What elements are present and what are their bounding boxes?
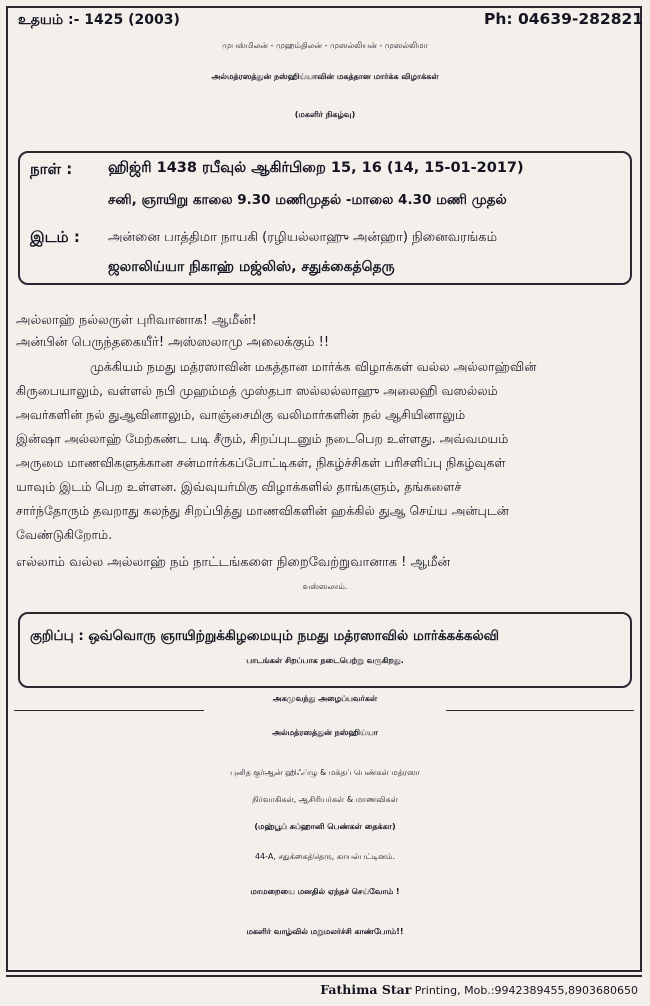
para-line-7: சார்ந்தோரும் தவறாது கலந்து சிறப்பித்து மாணவிகளின் ஹக்கில் துஆ செய்ய அன்புடன் [16, 503, 509, 518]
para-line-8: வேண்டுகிறோம். [16, 527, 113, 542]
printer-name: Fathima Star [320, 982, 412, 997]
heading-rule-right [446, 710, 634, 711]
venue-line-2: ஜலாலிய்யா நிகாஹ் மஜ்லிஸ், சதுக்கைத்தெரு [108, 259, 395, 275]
date-label: நாள் : [30, 160, 73, 178]
note-line-1: குறிப்பு : ஒவ்வொரு ஞாயிற்றுக்கிழமையும் நமது மத்ரஸாவில் மார்க்கக்கல்வி [30, 628, 500, 644]
event-title: அல்மத்ரஸத்துன் நஸ்ஹிய்யாவின் மகத்தான மார்க்க விழாக்கள் [211, 72, 439, 81]
note-line-2: பாடங்கள் சிறப்பாக நடைபெற்று வருகிறது. [246, 656, 404, 665]
date-value: ஹிஜ்ரி 1438 ரபீவுல் ஆகிர்பிறை 15, 16 (14, 15-01-2017) [108, 160, 524, 176]
closing-line: எல்லாம் வல்ல அல்லாஹ் நம் நாட்டங்களை நிறைவேற்றுவானாக ! ஆமீன் [16, 555, 451, 570]
org-line-3: (மஹ்பூப் சுப்ஹானி பெண்கள் தைக்கா) [254, 822, 396, 831]
footer-rule [6, 975, 642, 977]
org-line-1: புனித குர்ஆன் ஹிஃப்ழு & மக்தப் பெண்கள் மத்ரஸா [230, 768, 420, 777]
organization-name: அல்மத்ரஸத்துன் நஸ்ஹிய்யா [272, 728, 378, 737]
greeting-names: முபஸ்மிலன் - முஹம்திலன் - முஸல்லியன் - முஸல்லிமா [222, 41, 428, 50]
salutation-line: அன்பின் பெருந்தகையீர்! அஸ்ஸலாமு அலைக்கும் !! [16, 335, 330, 350]
para-line-1: முக்கியம் நமது மத்ரஸாவின் மகத்தான மார்க்க விழாக்கள் வல்ல அல்லாஹ்வின் [90, 359, 537, 374]
time-value: சனி, ஞாயிறு காலை 9.30 மணிமுதல் -மாலை 4.30 மணி முதல் [108, 192, 507, 208]
printer-contact: Printing, Mob.:9942389455,8903680650 [411, 984, 638, 997]
para-line-5: அருமை மாணவிகளுக்கான சன்மார்க்கப்போட்டிகள், நிகழ்ச்சிகள் பரிசளிப்பு நிகழ்வுகள் [16, 455, 506, 470]
phone-number: Ph: 04639-282821 [484, 10, 644, 28]
note-box [18, 612, 632, 688]
para-line-2: கிருபையாலும், வள்ளல் நபி முஹம்மத் முஸ்தபா ஸல்லல்லாஹு அலைஹி வஸல்லம் [16, 383, 498, 398]
event-subtitle: (மகளிர் நிகழ்வு) [294, 110, 356, 119]
salam-line: வஸ்ஸலாம். [302, 582, 348, 591]
org-line-2: நிர்வாகிகள், ஆசிரியர்கள் & மாணவிகள் [252, 795, 398, 804]
invite-heading: அகமுவந்து அழைப்பவர்கள் [272, 694, 378, 703]
venue-line-1: அன்னை பாத்திமா நாயகி (ரழியல்லாஹு அன்ஹா) நினைவரங்கம் [108, 230, 498, 245]
slogan-line-1: மாமறையை மனதில் ஏந்தச் செய்வோம் ! [250, 887, 400, 896]
org-address: 44-A, சதுக்கைத்தெரு, காயல்பட்டினம். [255, 852, 395, 861]
heading-rule-left [14, 710, 204, 711]
para-line-4: இன்ஷா அல்லாஹ் மேற்கண்ட படி சீரும், சிறப்புடனும் நடைபெற உள்ளது. அவ்வமயம் [16, 431, 509, 446]
printer-credit [320, 982, 638, 997]
slogan-line-2: மகளிர் வாழ்வில் மறுமலர்ச்சி காண்போம்!! [246, 927, 404, 936]
venue-label: இடம் : [30, 228, 80, 246]
blessing-line: அல்லாஹ் நல்லருள் புரிவானாக! ஆமீன்! [16, 313, 257, 328]
issue-number: உதயம் :- 1425 (2003) [18, 12, 180, 28]
para-line-3: அவர்களின் நல் துஆவினாலும், வாஞ்சைமிகு வலிமார்களின் நல் ஆசியினாலும் [16, 407, 466, 422]
para-line-6: யாவும் இடம் பெற உள்ளன. இவ்வுயர்மிகு விழாக்களில் தாங்களும், தங்களைச் [16, 479, 462, 494]
